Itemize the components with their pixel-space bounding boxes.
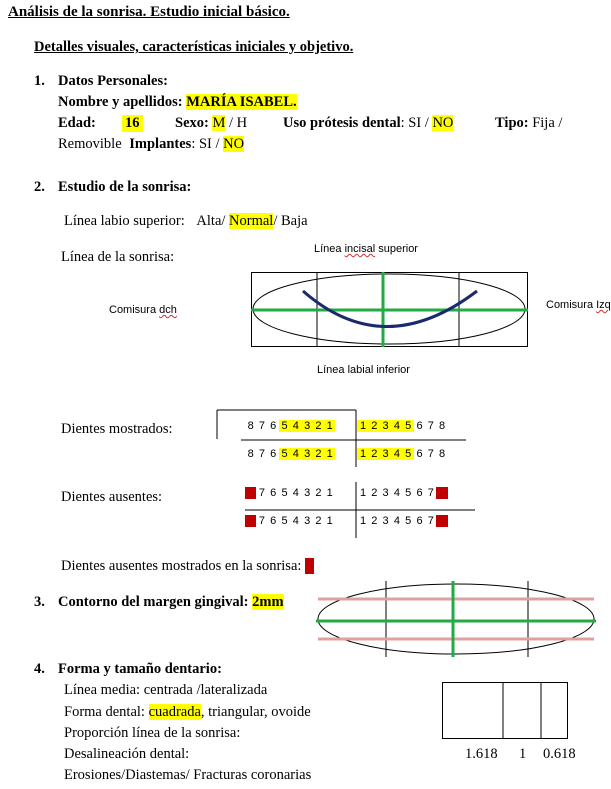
name-row bbox=[58, 94, 297, 111]
tooth-number: 5 bbox=[405, 515, 412, 527]
section1-number: 1. bbox=[34, 73, 45, 89]
tooth-number: 7 bbox=[427, 420, 434, 432]
tooth-number: 6 bbox=[416, 515, 423, 527]
smile-line-label: Línea de la sonrisa: bbox=[61, 249, 175, 265]
tooth-number: 2 bbox=[369, 448, 380, 460]
section2-number: 2. bbox=[34, 179, 45, 195]
section2-heading: Estudio de la sonrisa: bbox=[58, 179, 192, 195]
tooth-number: 4 bbox=[393, 515, 400, 527]
type-value: Fija / bbox=[528, 115, 563, 131]
tooth-number: 8 bbox=[245, 487, 256, 499]
tooth-number: 6 bbox=[270, 420, 277, 432]
missing-teeth-row-upper bbox=[245, 487, 448, 499]
tooth-number: 2 bbox=[371, 487, 378, 499]
section4-number: 4. bbox=[34, 661, 45, 677]
type-label: Tipo: bbox=[495, 115, 529, 131]
tooth-number: 6 bbox=[416, 420, 423, 432]
tooth-number: 4 bbox=[393, 487, 400, 499]
tooth-number: 3 bbox=[304, 487, 311, 499]
sex-m: M bbox=[212, 115, 226, 131]
misalignment-text: Desalineación dental: bbox=[64, 746, 190, 762]
tooth-number: 4 bbox=[290, 420, 301, 432]
dental-form-rest: , triangular, ovoide bbox=[200, 704, 311, 720]
missing-shown-row bbox=[61, 558, 314, 575]
type-row bbox=[495, 115, 562, 132]
tooth-number: 5 bbox=[403, 420, 414, 432]
left-commissure-label: Comisura Izq bbox=[546, 299, 611, 311]
tooth-number: 8 bbox=[439, 420, 446, 432]
tooth-number: 8 bbox=[439, 448, 446, 460]
implants-si: : SI / bbox=[191, 136, 224, 152]
golden-proportion-boxes bbox=[442, 682, 568, 740]
midline-text: Línea media: centrada /lateralizada bbox=[64, 682, 268, 698]
tooth-number: 8 bbox=[436, 487, 447, 499]
tooth-number: 2 bbox=[369, 420, 380, 432]
age-label: Edad: bbox=[58, 115, 96, 131]
shown-teeth-row-upper bbox=[245, 420, 448, 432]
tooth-number: 5 bbox=[281, 515, 288, 527]
lip-line-label: Línea labio superior: bbox=[64, 213, 185, 229]
sex-row bbox=[175, 115, 247, 132]
page-subtitle: Detalles visuales, características iniciales y objetivo. bbox=[34, 39, 354, 55]
tooth-number: 5 bbox=[405, 487, 412, 499]
shown-teeth-label: Dientes mostrados: bbox=[61, 421, 173, 437]
age-value: 16 bbox=[122, 115, 143, 132]
tooth-number: 3 bbox=[380, 420, 391, 432]
prosthesis-si: : SI / bbox=[400, 115, 433, 131]
sex-label: Sexo: bbox=[175, 115, 209, 131]
tooth-number: 5 bbox=[279, 448, 290, 460]
missing-teeth-label: Dientes ausentes: bbox=[61, 489, 163, 505]
tooth-number: 4 bbox=[391, 420, 402, 432]
lip-baja: / Baja bbox=[273, 213, 308, 229]
tooth-number: 2 bbox=[313, 420, 324, 432]
missing-teeth-row-lower bbox=[245, 515, 448, 527]
tooth-number: 7 bbox=[427, 448, 434, 460]
tooth-number: 7 bbox=[427, 487, 434, 499]
implants-row bbox=[58, 136, 244, 153]
sex-sep: / bbox=[225, 115, 237, 131]
tooth-number: 1 bbox=[359, 515, 367, 527]
name-value: MARÍA ISABEL. bbox=[186, 94, 297, 110]
tooth-number: 3 bbox=[301, 448, 312, 460]
tooth-number: 1 bbox=[326, 487, 333, 499]
tooth-number: 5 bbox=[279, 420, 290, 432]
lower-lip-line-label: Línea labial inferior bbox=[317, 364, 410, 376]
tooth-number: 3 bbox=[301, 420, 312, 432]
prosthesis-no: NO bbox=[432, 115, 454, 131]
tooth-number: 8 bbox=[245, 515, 256, 527]
section3-number: 3. bbox=[34, 594, 45, 610]
tooth-number: 6 bbox=[416, 448, 423, 460]
implants-no: NO bbox=[223, 136, 245, 152]
incisal-line-label: Línea incisal superior bbox=[314, 243, 418, 255]
tooth-number: 4 bbox=[391, 448, 402, 460]
tooth-number: 1 bbox=[359, 487, 367, 499]
tooth-number: 7 bbox=[258, 448, 265, 460]
lip-line-row bbox=[64, 213, 308, 230]
tooth-number: 8 bbox=[247, 448, 254, 460]
ratio-value-small: 0.618 bbox=[543, 746, 576, 762]
tooth-number: 4 bbox=[292, 487, 299, 499]
tooth-number: 3 bbox=[382, 487, 389, 499]
tooth-number: 7 bbox=[427, 515, 434, 527]
tooth-number: 1 bbox=[357, 420, 368, 432]
prosthesis-label: Uso prótesis dental bbox=[283, 115, 401, 131]
shown-teeth-row-lower bbox=[245, 448, 448, 460]
ratio-value-large: 1.618 bbox=[465, 746, 498, 762]
gingival-ellipse bbox=[318, 584, 594, 654]
dental-form-value: cuadrada bbox=[148, 704, 201, 720]
dental-form-label: Forma dental: bbox=[64, 704, 149, 720]
tooth-number: 5 bbox=[281, 487, 288, 499]
right-commissure-label: Comisura dch bbox=[109, 304, 177, 316]
ratio-value-mid: 1 bbox=[519, 746, 527, 762]
tooth-number: 8 bbox=[436, 515, 447, 527]
erosions-text: Erosiones/Diastemas/ Fracturas coronarias bbox=[64, 767, 312, 783]
lip-alta: Alta/ bbox=[196, 213, 230, 229]
tooth-number: 2 bbox=[315, 515, 322, 527]
tooth-number: 6 bbox=[270, 515, 277, 527]
smile-line-diagram bbox=[251, 272, 528, 347]
tooth-number: 3 bbox=[382, 515, 389, 527]
tooth-number: 8 bbox=[247, 420, 254, 432]
tooth-number: 6 bbox=[416, 487, 423, 499]
shown-teeth-grid bbox=[216, 409, 466, 469]
name-label: Nombre y apellidos: bbox=[58, 94, 183, 110]
tooth-number: 2 bbox=[315, 487, 322, 499]
tooth-number: 4 bbox=[292, 515, 299, 527]
tooth-number: 2 bbox=[313, 448, 324, 460]
gingival-contour-diagram bbox=[316, 581, 596, 657]
tooth-number: 3 bbox=[304, 515, 311, 527]
tooth-number: 7 bbox=[258, 420, 265, 432]
tooth-number: 3 bbox=[380, 448, 391, 460]
removable-label: Removible bbox=[58, 136, 122, 152]
tooth-number: 6 bbox=[270, 487, 277, 499]
tooth-number: 1 bbox=[324, 448, 335, 460]
proportion-text: Proporción línea de la sonrisa: bbox=[64, 725, 241, 741]
tooth-number: 2 bbox=[371, 515, 378, 527]
tooth-number: 1 bbox=[324, 420, 335, 432]
tooth-number: 1 bbox=[357, 448, 368, 460]
implants-label: Implantes bbox=[129, 136, 192, 152]
section3-heading: Contorno del margen gingival: bbox=[58, 594, 253, 610]
gingival-value: 2mm bbox=[252, 594, 284, 610]
tooth-number: 7 bbox=[258, 515, 265, 527]
page-title: Análisis de la sonrisa. Estudio inicial básico. bbox=[8, 4, 290, 20]
tooth-number: 4 bbox=[290, 448, 301, 460]
tooth-number: 5 bbox=[403, 448, 414, 460]
section1-heading: Datos Personales: bbox=[58, 73, 168, 89]
missing-shown-value: 0 bbox=[306, 558, 314, 574]
tooth-number: 6 bbox=[270, 448, 277, 460]
section4-heading: Forma y tamaño dentario: bbox=[58, 661, 222, 677]
lip-normal: Normal bbox=[229, 213, 274, 229]
sex-h: H bbox=[236, 115, 248, 131]
tooth-number: 7 bbox=[258, 487, 265, 499]
tooth-number: 1 bbox=[326, 515, 333, 527]
missing-shown-label: Dientes ausentes mostrados en la sonrisa: bbox=[61, 558, 302, 574]
section3-row bbox=[58, 594, 284, 611]
prosthesis-row bbox=[283, 115, 453, 132]
dental-form-row bbox=[64, 704, 311, 721]
